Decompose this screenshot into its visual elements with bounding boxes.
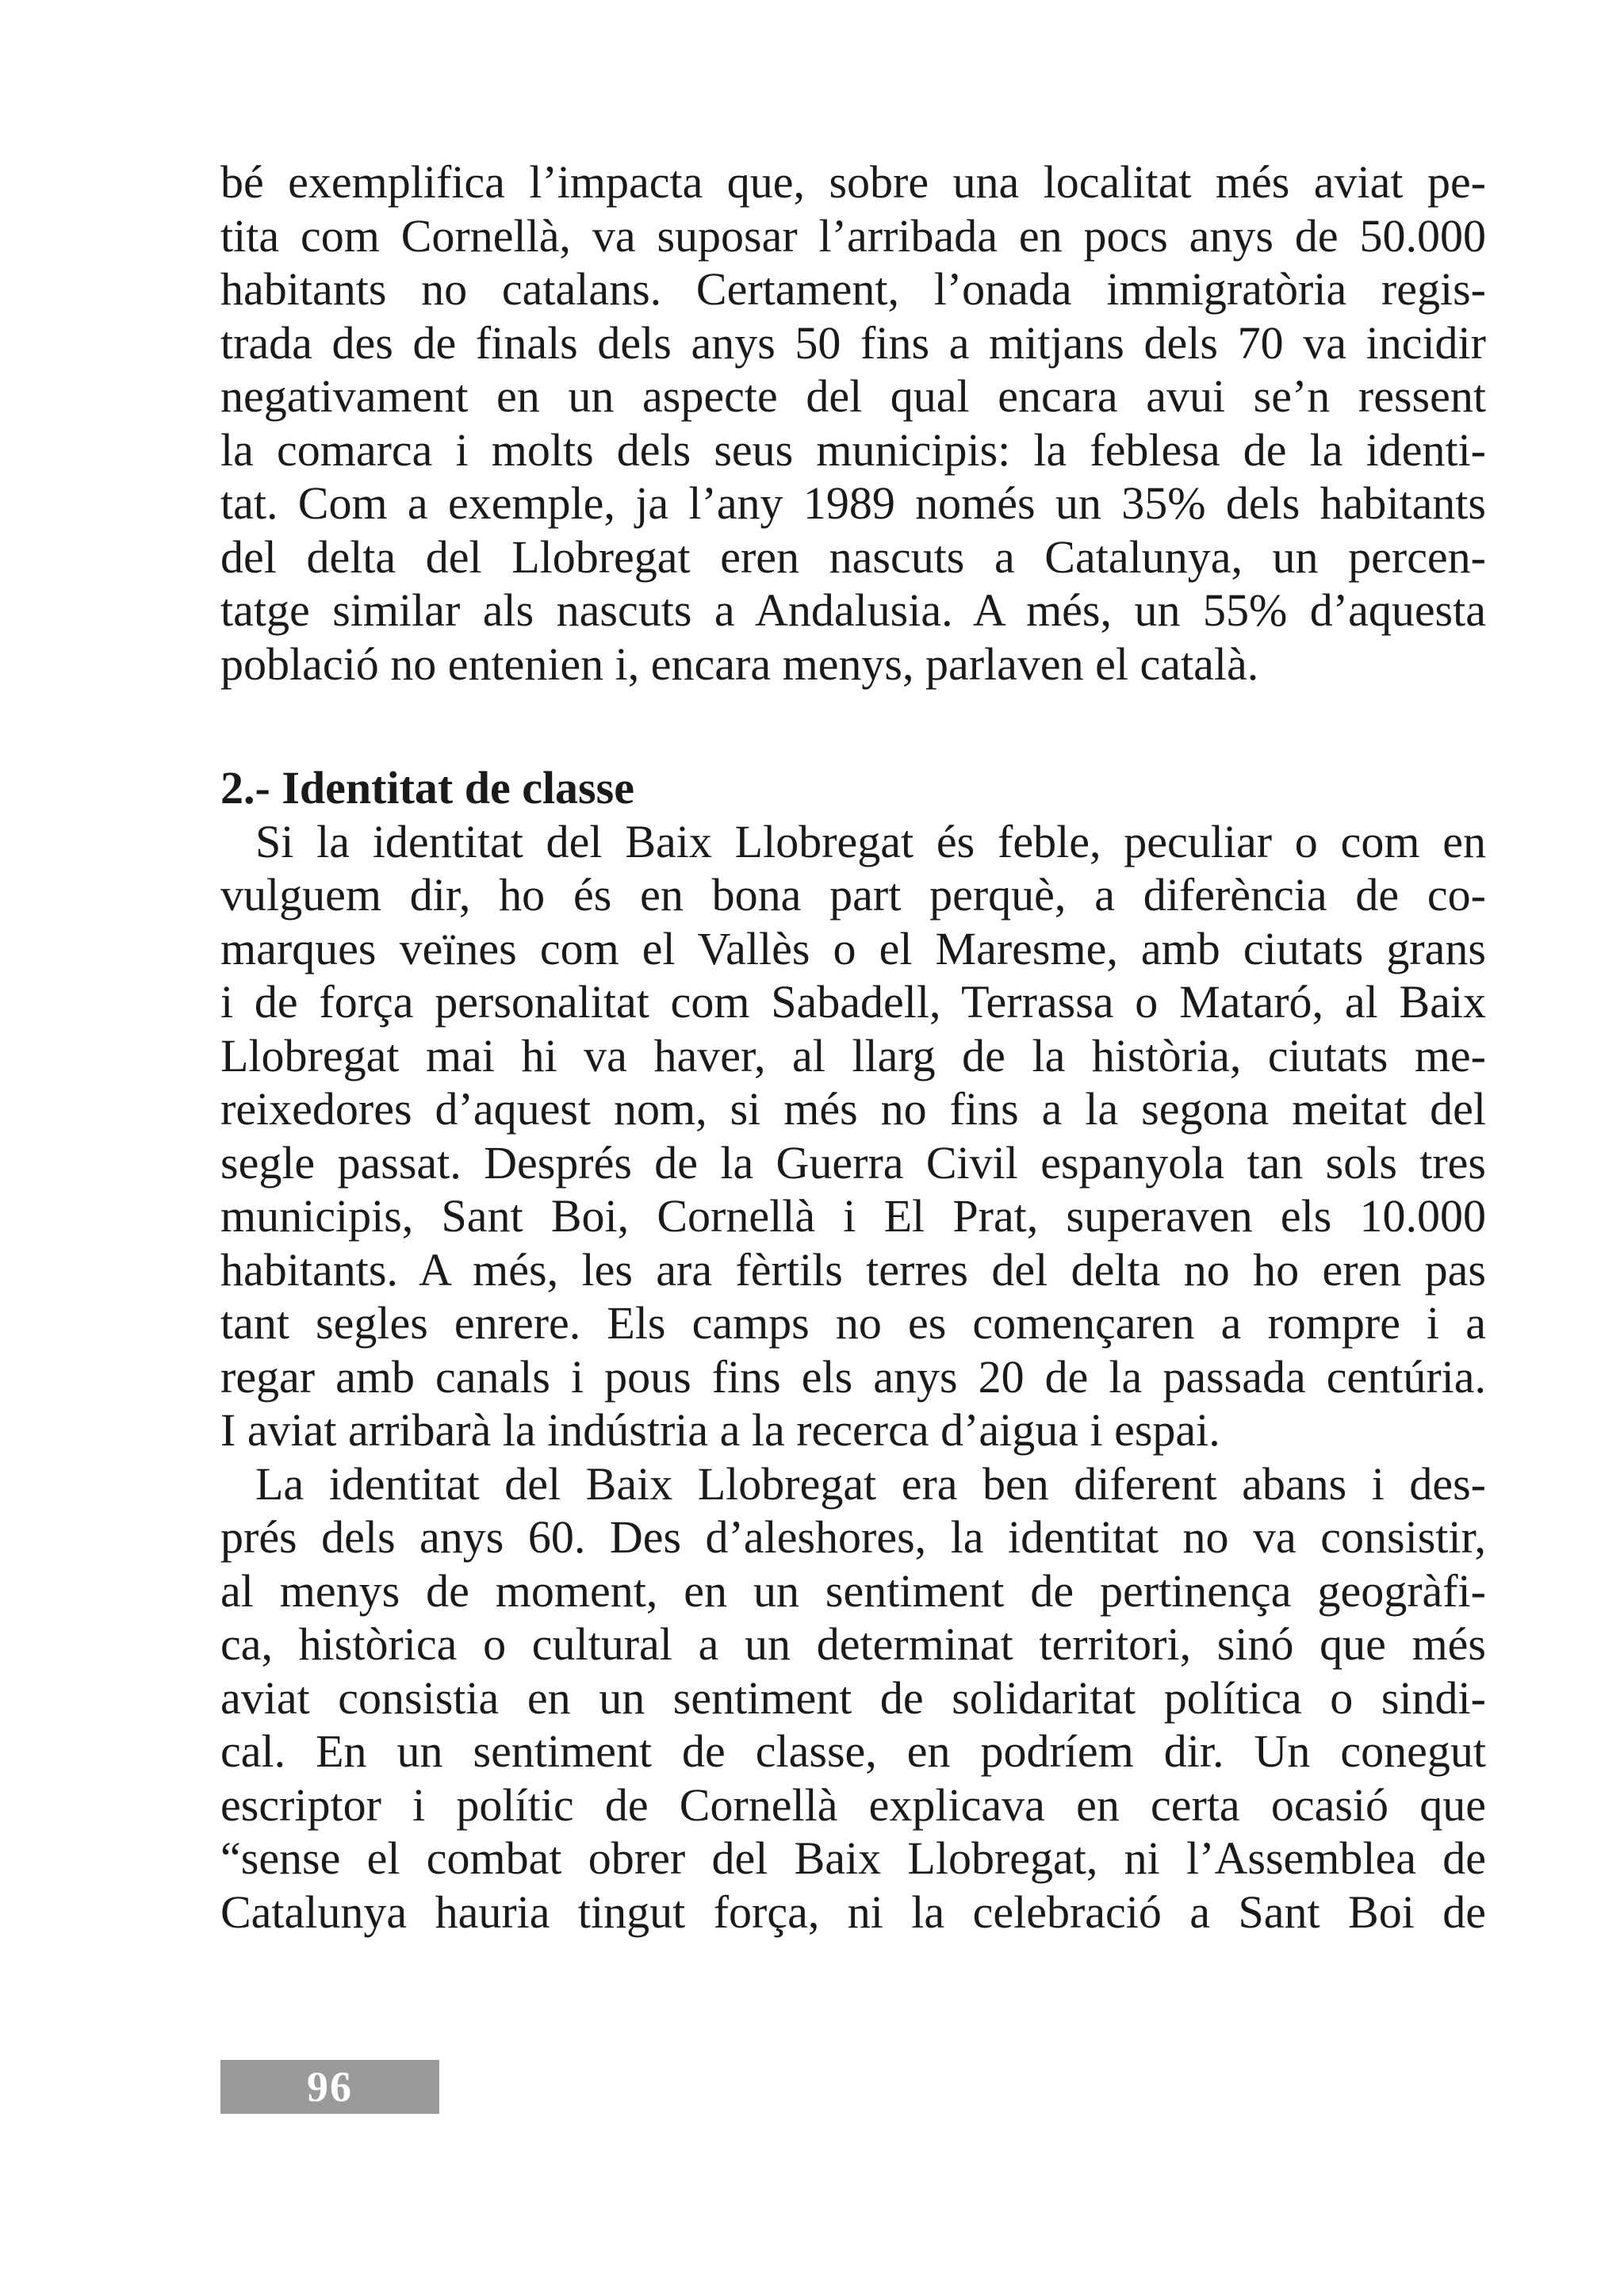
text-line: “sense el combat obrer del Baix Llobregat, ni l’Assemblea de bbox=[220, 1832, 1486, 1884]
text-line: Llobregat mai hi va haver, al llarg de la història, ciutats me- bbox=[220, 1029, 1486, 1081]
text-line: aviat consistia en un sentiment de solidaritat política o sindi- bbox=[220, 1671, 1486, 1724]
text-line: al menys de moment, en un sentiment de pertinença geogràfi- bbox=[220, 1564, 1486, 1617]
page-number-bar bbox=[220, 2060, 439, 2114]
text-line: ca, històrica o cultural a un determinat territori, sinó que més bbox=[220, 1618, 1486, 1670]
text-line: prés dels anys 60. Des d’aleshores, la identitat no va consistir, bbox=[220, 1511, 1486, 1563]
text-line: Si la identitat del Baix Llobregat és feble, peculiar o com en bbox=[255, 815, 1486, 867]
text-line: tita com Cornellà, va suposar l’arribada en pocs anys de 50.000 bbox=[220, 209, 1486, 262]
text-line: vulguem dir, ho és en bona part perquè, a diferència de co- bbox=[220, 869, 1486, 921]
text-line: la comarca i molts dels seus municipis: la feblesa de la identi- bbox=[220, 423, 1486, 476]
text-line: i de força personalitat com Sabadell, Terrassa o Mataró, al Baix bbox=[220, 976, 1486, 1028]
text-line: negativament en un aspecte del qual encara avui se’n ressent bbox=[220, 370, 1486, 422]
text-line: segle passat. Després de la Guerra Civil espanyola tan sols tres bbox=[220, 1136, 1486, 1189]
text-line: tat. Com a exemple, ja l’any 1989 només un 35% dels habitants bbox=[220, 477, 1486, 529]
text-line: bé exemplifica l’impacta que, sobre una localitat més aviat pe- bbox=[220, 156, 1486, 208]
text-line: tatge similar als nascuts a Andalusia. A més, un 55% d’aquesta bbox=[220, 584, 1486, 636]
text-line: reixedores d’aquest nom, si més no fins a la segona meitat del bbox=[220, 1083, 1486, 1135]
text-line: Catalunya hauria tingut força, ni la celebració a Sant Boi de bbox=[220, 1885, 1486, 1938]
text-line: habitants no catalans. Certament, l’onada immigratòria regis- bbox=[220, 263, 1486, 315]
text-line: regar amb canals i pous fins els anys 20 de la passada centúria. bbox=[220, 1350, 1486, 1403]
text-line: cal. En un sentiment de classe, en podríem dir. Un conegut bbox=[220, 1725, 1486, 1777]
text-line: tant segles enrere. Els camps no es començaren a rompre i a bbox=[220, 1297, 1486, 1349]
text-line: habitants. A més, les ara fèrtils terres del delta no ho eren pas bbox=[220, 1243, 1486, 1296]
text-line: I aviat arribarà la indústria a la recerca d’aigua i espai. bbox=[220, 1404, 1220, 1456]
text-line: municipis, Sant Boi, Cornellà i El Prat, superaven els 10.000 bbox=[220, 1190, 1486, 1242]
text-line: La identitat del Baix Llobregat era ben diferent abans i des- bbox=[255, 1457, 1486, 1510]
text-line: escriptor i polític de Cornellà explicava en certa ocasió que bbox=[220, 1778, 1486, 1831]
text-line: trada des de finals dels anys 50 fins a mitjans dels 70 va incidir bbox=[220, 316, 1486, 369]
top-paragraph bbox=[220, 155, 1486, 691]
page-number: 96 bbox=[307, 2063, 353, 2111]
section-identitat-de-classe bbox=[220, 761, 1486, 1939]
section-heading: 2.- Identitat de classe bbox=[220, 762, 634, 814]
text-line: marques veïnes com el Vallès o el Maresme, amb ciutats grans bbox=[220, 922, 1486, 974]
text-line: del delta del Llobregat eren nascuts a Catalunya, un percen- bbox=[220, 530, 1486, 583]
text-line: població no entenien i, encara menys, parlaven el català. bbox=[220, 637, 1259, 690]
